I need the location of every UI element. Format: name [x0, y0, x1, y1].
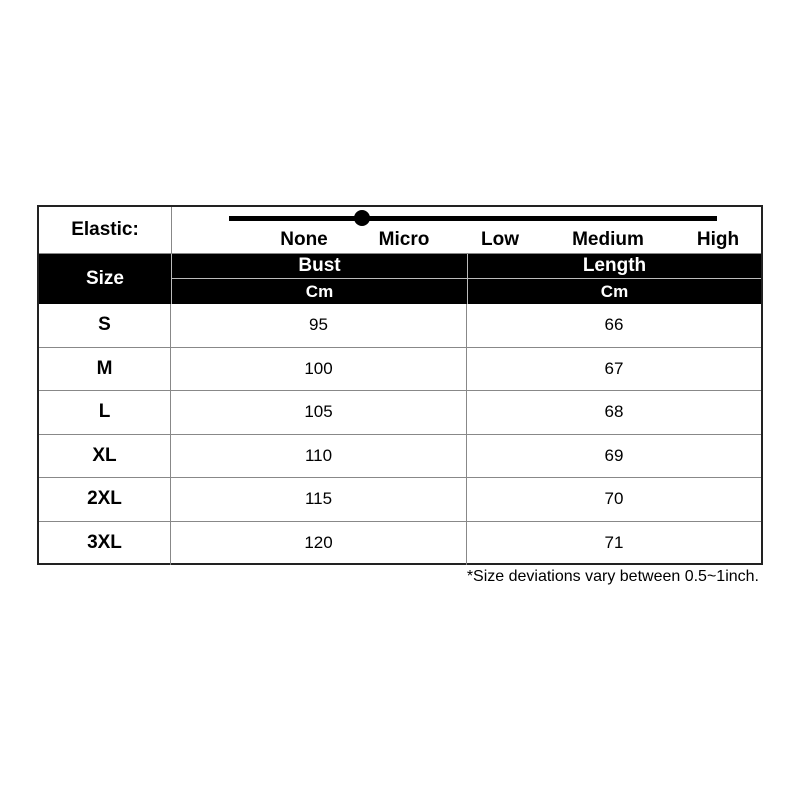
table-row	[39, 522, 761, 566]
elastic-row	[39, 207, 761, 254]
size-cell: S	[39, 304, 171, 347]
size-cell: L	[39, 391, 171, 434]
table-row	[39, 478, 761, 522]
table-row	[39, 304, 761, 348]
bust-cell: 105	[171, 391, 467, 434]
header-bust-label: Bust	[172, 254, 467, 279]
table-row	[39, 391, 761, 435]
header-bust	[171, 254, 467, 304]
length-cell: 67	[604, 358, 624, 378]
elasticity-level-high: High	[696, 229, 740, 250]
bust-cell: 120	[171, 522, 467, 566]
elasticity-level-medium: Medium	[572, 229, 644, 250]
bust-cell: 95	[171, 304, 467, 347]
size-cell: 2XL	[39, 478, 171, 521]
elastic-label: Elastic:	[39, 207, 172, 253]
header-length-label: Length	[468, 254, 761, 279]
bust-cell: 115	[171, 478, 467, 521]
bust-cell: 100	[171, 348, 467, 391]
table-header	[39, 254, 761, 304]
size-cell: XL	[39, 435, 171, 478]
length-cell: 71	[604, 533, 624, 553]
elasticity-scale-line	[229, 216, 717, 221]
elasticity-indicator-dot	[354, 210, 370, 226]
length-cell: 68	[604, 402, 624, 422]
length-cell: 69	[604, 445, 624, 465]
header-length	[467, 254, 761, 304]
size-cell: M	[39, 348, 171, 391]
elasticity-level-none: None	[280, 229, 328, 250]
header-size: Size	[85, 268, 125, 289]
length-cell: 66	[604, 315, 624, 335]
header-bust-unit: Cm	[305, 282, 334, 301]
size-cell: 3XL	[39, 522, 171, 566]
length-cell: 70	[604, 489, 624, 509]
table-row	[39, 348, 761, 392]
header-length-unit: Cm	[600, 282, 629, 301]
elasticity-level-micro: Micro	[378, 229, 430, 250]
table-row	[39, 435, 761, 479]
bust-cell: 110	[171, 435, 467, 478]
elasticity-scale	[171, 207, 761, 253]
table-body	[39, 304, 761, 565]
size-chart-table	[37, 205, 763, 565]
size-deviation-note: *Size deviations vary between 0.5~1inch.	[466, 568, 759, 585]
elasticity-level-low: Low	[481, 229, 519, 250]
